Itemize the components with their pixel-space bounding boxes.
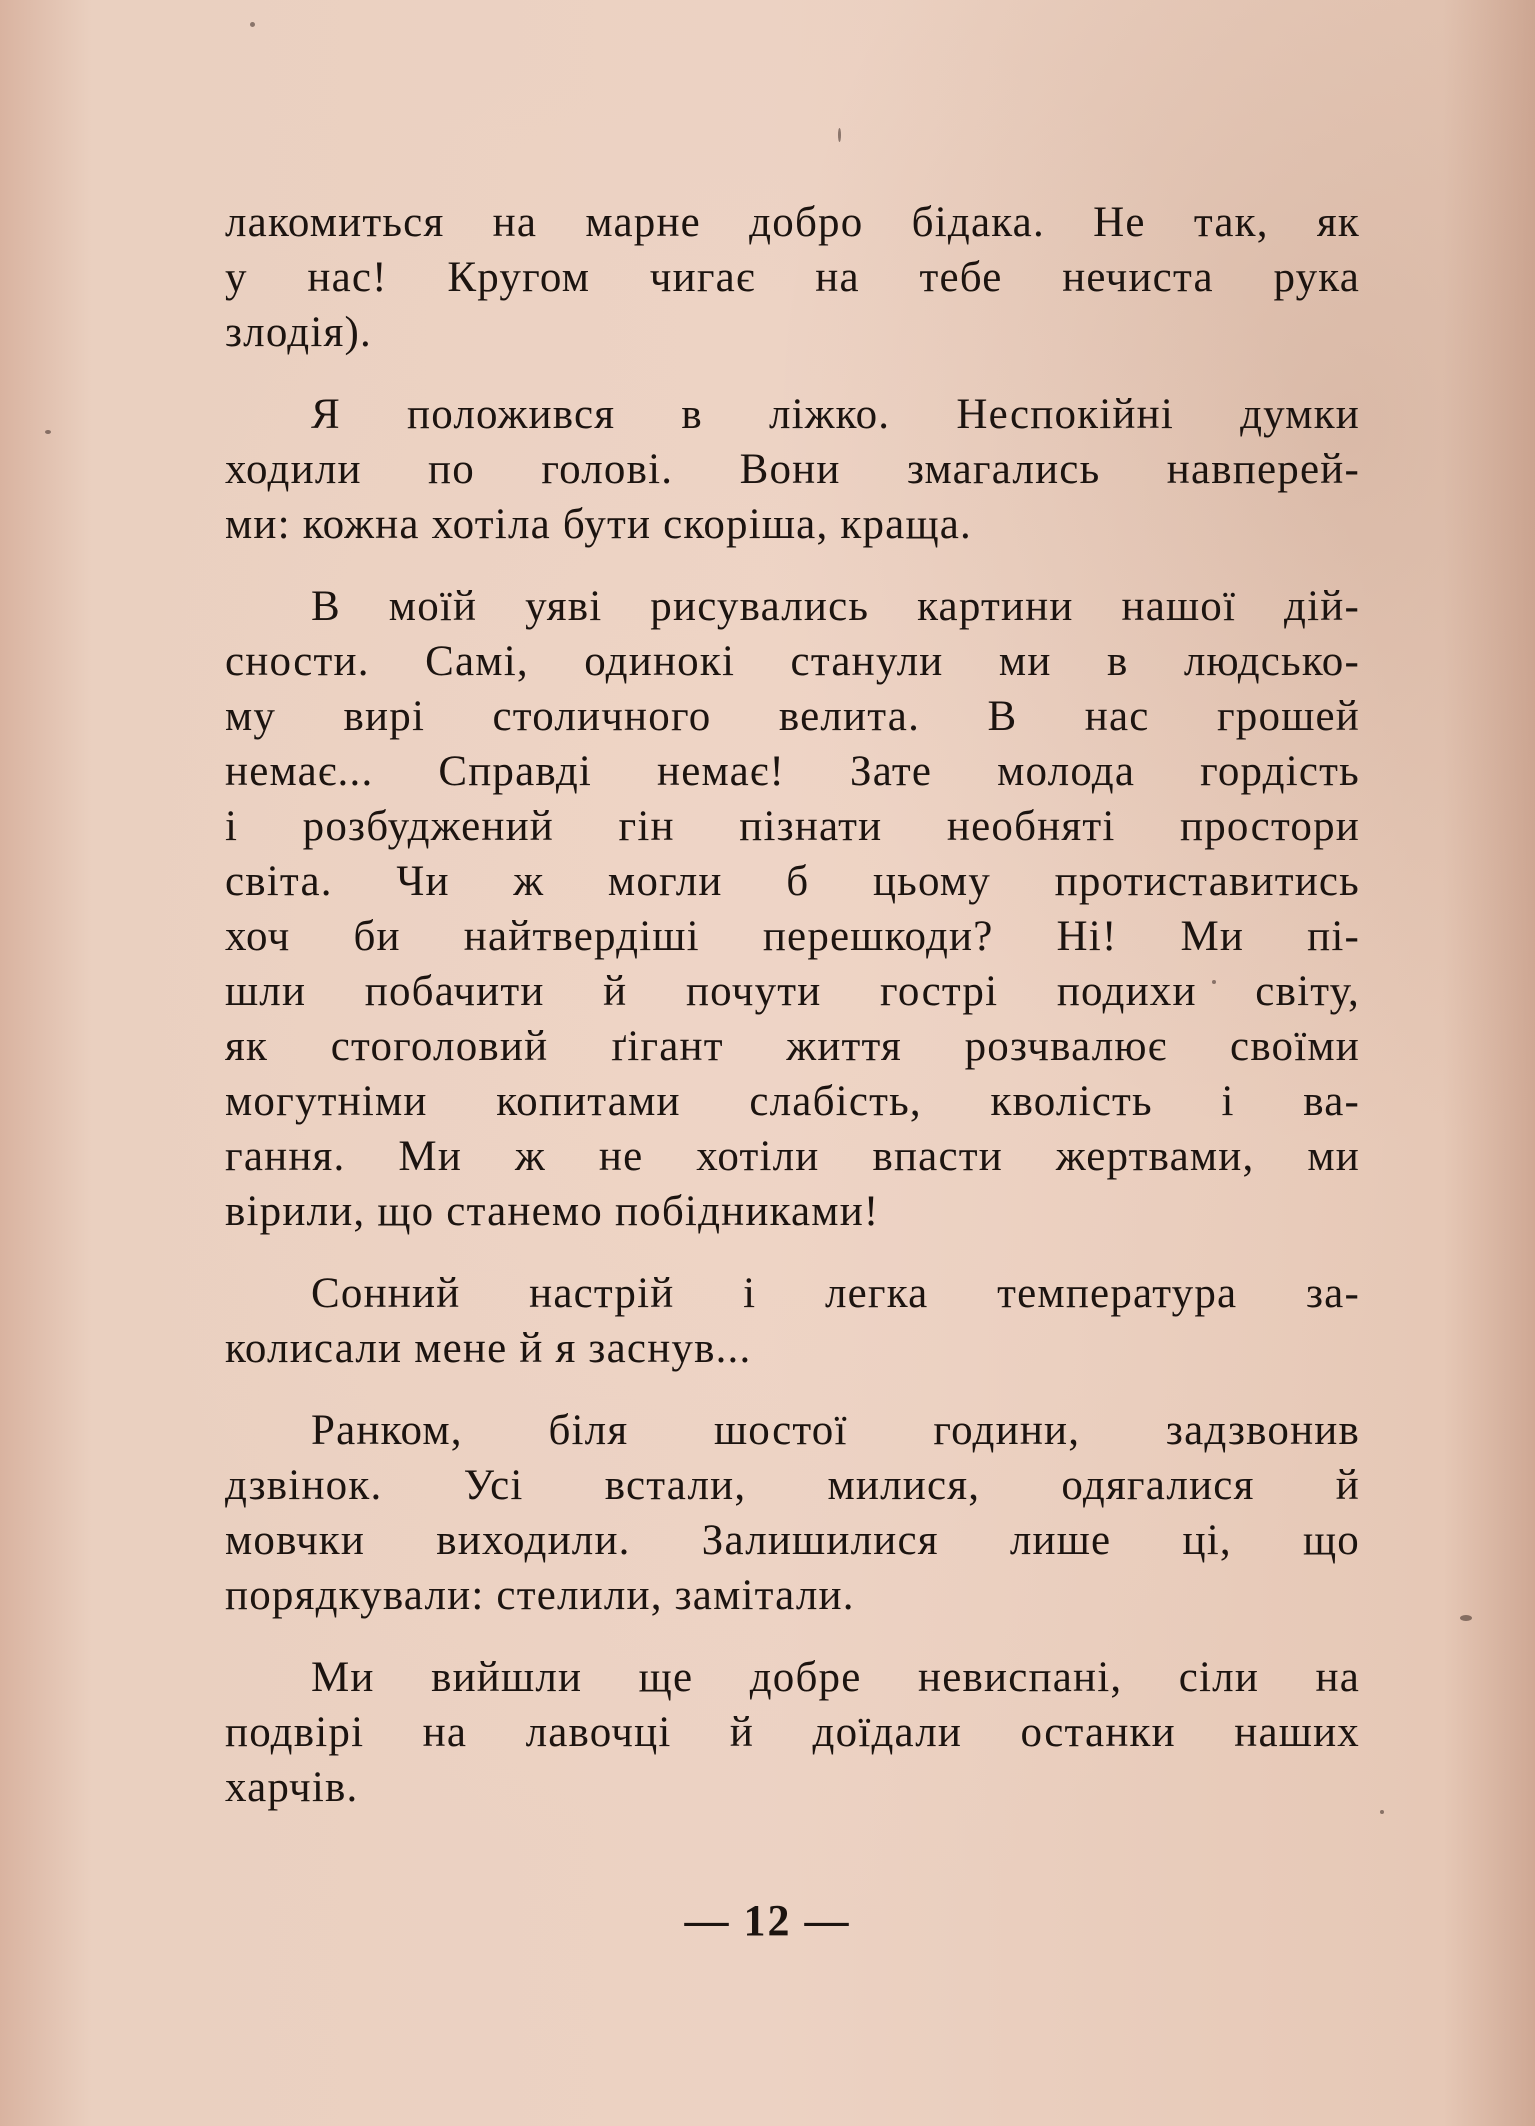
text-line: світа. Чи ж могли б цьому протиставитись [225,858,1360,905]
text-line: харчів. [225,1764,359,1811]
text-line: порядкували: стелили, замітали. [225,1572,855,1619]
paragraph [225,387,1360,552]
text-line: гання. Ми ж не хотіли впасти жертвами, ми [225,1133,1360,1180]
text-line: подвірі на лавочці й доїдали останки наших [225,1709,1360,1756]
paper-speck [1460,1615,1472,1621]
text-line: сности. Самі, одинокі станули ми в людсько- [225,638,1360,685]
text-line: лакомиться на марне добро бідака. Не так, як [225,199,1360,246]
text-line: Ранком, біля шостої години, задзвонив [311,1407,1360,1454]
paper-speck [838,128,841,142]
text-line: Ми вийшли ще добре невиспані, сіли на [311,1654,1360,1701]
text-line: як стоголовий ґігант життя розчвалює своїми [225,1023,1360,1070]
text-line: могутніми копитами слабість, кволість і ва- [225,1078,1360,1125]
paragraph [225,1266,1360,1376]
paragraph [225,579,1360,1239]
text-line: В моїй уяві рисувались картини нашої дій- [311,583,1360,630]
text-line: дзвінок. Усі встали, милися, одягалися й [225,1462,1360,1509]
paragraph [225,195,1360,360]
text-line: у нас! Кругом чигає на тебе нечиста рука [225,254,1360,301]
paper-speck [1380,1810,1384,1814]
text-line: немає... Справді немає! Зате молода гордість [225,748,1360,795]
page-number: — 12 — [684,1896,851,1945]
text-line: хоч би найтвердіші перешкоди? Ні! Ми пі- [225,913,1360,960]
text-line: і розбуджений гін пізнати необняті простори [225,803,1360,850]
text-line: шли побачити й почути гострі подихи світу, [225,968,1360,1015]
text-line: вірили, що станемо побідниками! [225,1188,880,1235]
paragraph [225,1650,1360,1815]
text-line: ми: кожна хотіла бути скоріша, краща. [225,501,972,548]
text-line: Сонний настрій і легка температура за- [311,1270,1360,1317]
paragraph [225,1403,1360,1623]
text-line: мовчки виходили. Залишилися лише ці, що [225,1517,1360,1564]
paper-speck [45,430,51,434]
text-line: колисали мене й я заснув... [225,1325,752,1372]
text-line: Я положився в ліжко. Неспокійні думки [311,391,1360,438]
body-text [225,195,1360,1842]
text-line: ходили по голові. Вони змагались навперей- [225,446,1360,493]
text-line: злодія). [225,309,372,356]
text-line: му вирі столичного велита. В нас грошей [225,693,1360,740]
paper-speck [250,22,255,27]
